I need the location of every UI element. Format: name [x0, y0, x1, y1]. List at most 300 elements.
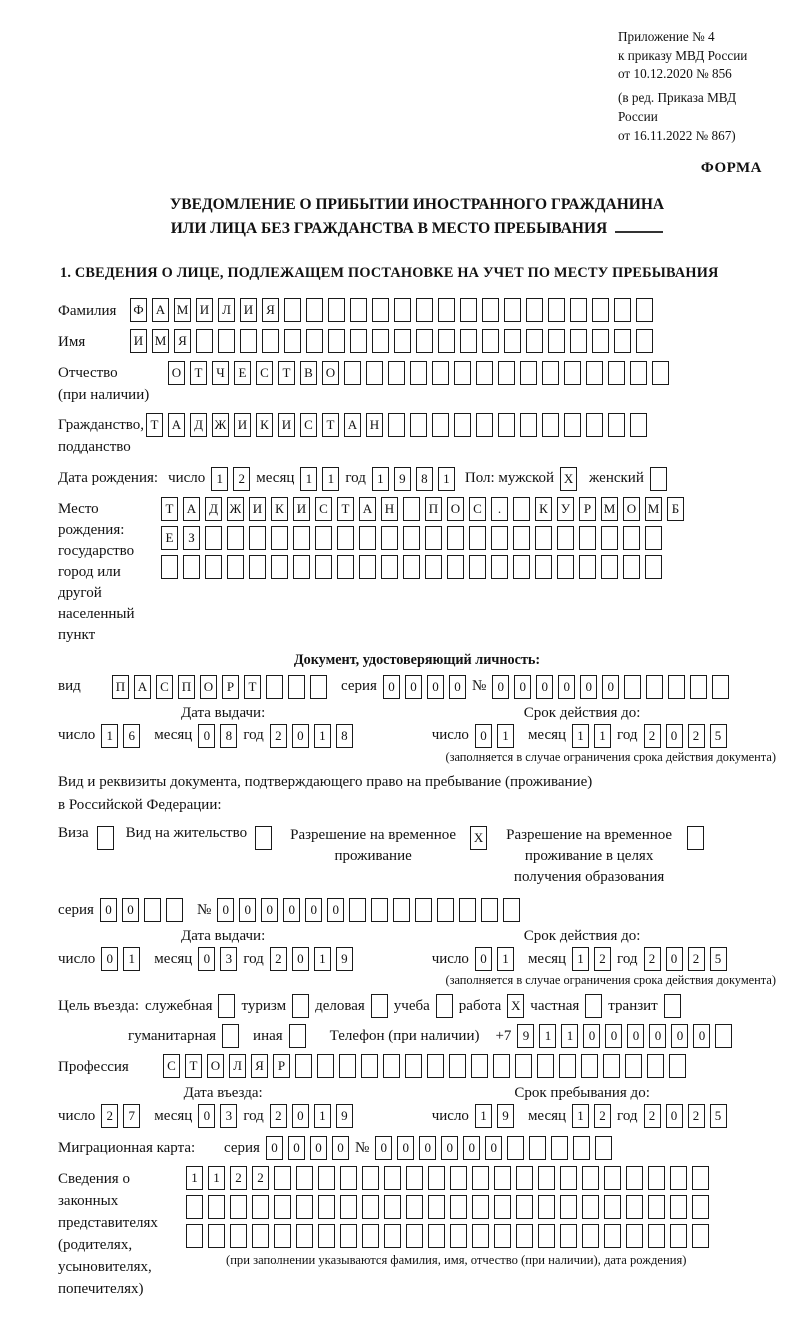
char-box[interactable] [447, 555, 464, 579]
char-box[interactable] [425, 526, 442, 550]
char-box[interactable] [625, 1054, 642, 1078]
char-box[interactable] [449, 1054, 466, 1078]
char-box[interactable] [393, 898, 410, 922]
char-box[interactable] [416, 298, 433, 322]
char-box[interactable] [646, 675, 663, 699]
checkbox-inaya[interactable] [289, 1024, 306, 1048]
char-box[interactable] [636, 298, 653, 322]
char-box[interactable] [582, 1166, 599, 1190]
char-box[interactable] [428, 1224, 445, 1248]
char-box[interactable] [614, 298, 631, 322]
char-box[interactable]: 0 [693, 1024, 710, 1048]
char-box[interactable] [570, 329, 587, 353]
char-box[interactable]: 0 [605, 1024, 622, 1048]
char-box[interactable]: 0 [261, 898, 278, 922]
char-box[interactable] [337, 526, 354, 550]
char-box[interactable]: 1 [539, 1024, 556, 1048]
char-box[interactable] [460, 298, 477, 322]
char-box[interactable] [350, 329, 367, 353]
char-box[interactable] [394, 329, 411, 353]
char-box[interactable] [271, 555, 288, 579]
char-box[interactable] [293, 526, 310, 550]
char-box[interactable] [513, 497, 530, 521]
char-box[interactable]: У [557, 497, 574, 521]
char-box[interactable] [551, 1136, 568, 1160]
char-box[interactable] [579, 526, 596, 550]
char-box[interactable] [454, 361, 471, 385]
char-box[interactable] [362, 1224, 379, 1248]
checkbox-sluzhebnaya[interactable] [218, 994, 235, 1018]
char-box[interactable]: Ж [212, 413, 229, 437]
char-box[interactable] [692, 1166, 709, 1190]
char-box[interactable] [416, 329, 433, 353]
char-box[interactable] [469, 526, 486, 550]
char-box[interactable] [230, 1195, 247, 1219]
char-box[interactable] [361, 1054, 378, 1078]
char-box[interactable]: 5 [710, 947, 727, 971]
char-box[interactable] [249, 526, 266, 550]
char-box[interactable] [274, 1166, 291, 1190]
char-box[interactable]: Р [579, 497, 596, 521]
char-box[interactable] [288, 675, 305, 699]
char-box[interactable] [503, 898, 520, 922]
char-box[interactable] [515, 1054, 532, 1078]
char-box[interactable]: 0 [375, 1136, 392, 1160]
char-box[interactable] [513, 526, 530, 550]
char-box[interactable]: А [359, 497, 376, 521]
char-box[interactable]: О [168, 361, 185, 385]
char-box[interactable] [306, 329, 323, 353]
char-box[interactable] [603, 1054, 620, 1078]
char-box[interactable]: 1 [123, 947, 140, 971]
char-box[interactable] [494, 1224, 511, 1248]
char-box[interactable]: Т [190, 361, 207, 385]
char-box[interactable]: М [174, 298, 191, 322]
char-box[interactable]: И [234, 413, 251, 437]
char-box[interactable] [520, 413, 537, 437]
char-box[interactable]: 2 [644, 724, 661, 748]
char-box[interactable] [472, 1224, 489, 1248]
char-box[interactable]: 7 [123, 1104, 140, 1128]
char-box[interactable] [384, 1224, 401, 1248]
char-box[interactable] [498, 361, 515, 385]
char-box[interactable]: С [315, 497, 332, 521]
char-box[interactable] [692, 1195, 709, 1219]
char-box[interactable]: 9 [394, 467, 411, 491]
char-box[interactable]: 1 [186, 1166, 203, 1190]
char-box[interactable] [359, 526, 376, 550]
char-box[interactable]: 2 [688, 724, 705, 748]
char-box[interactable]: А [168, 413, 185, 437]
char-box[interactable]: 2 [230, 1166, 247, 1190]
char-box[interactable]: 2 [644, 947, 661, 971]
char-box[interactable]: Ж [227, 497, 244, 521]
char-box[interactable]: Т [322, 413, 339, 437]
char-box[interactable]: 1 [101, 724, 118, 748]
char-box[interactable] [284, 329, 301, 353]
char-box[interactable] [592, 298, 609, 322]
char-box[interactable]: О [623, 497, 640, 521]
char-box[interactable]: Я [251, 1054, 268, 1078]
char-box[interactable] [362, 1166, 379, 1190]
char-box[interactable]: Б [667, 497, 684, 521]
char-box[interactable]: 1 [497, 947, 514, 971]
char-box[interactable] [560, 1224, 577, 1248]
char-box[interactable] [626, 1224, 643, 1248]
char-box[interactable]: 0 [266, 1136, 283, 1160]
char-box[interactable] [450, 1224, 467, 1248]
char-box[interactable] [712, 675, 729, 699]
char-box[interactable] [317, 1054, 334, 1078]
char-box[interactable]: З [183, 526, 200, 550]
char-box[interactable] [328, 329, 345, 353]
char-box[interactable] [585, 994, 602, 1018]
char-box[interactable] [471, 1054, 488, 1078]
checkbox-ucheba[interactable] [436, 994, 453, 1018]
char-box[interactable] [687, 826, 704, 850]
char-box[interactable] [372, 298, 389, 322]
char-box[interactable]: Р [222, 675, 239, 699]
char-box[interactable] [415, 898, 432, 922]
char-box[interactable] [218, 329, 235, 353]
char-box[interactable] [604, 1195, 621, 1219]
char-box[interactable]: 9 [517, 1024, 534, 1048]
char-box[interactable] [648, 1224, 665, 1248]
char-box[interactable] [623, 526, 640, 550]
char-box[interactable] [289, 1024, 306, 1048]
char-box[interactable] [608, 413, 625, 437]
checkbox-visa[interactable] [97, 826, 114, 850]
char-box[interactable] [476, 413, 493, 437]
char-box[interactable] [186, 1195, 203, 1219]
char-box[interactable]: 0 [602, 675, 619, 699]
char-box[interactable] [513, 555, 530, 579]
char-box[interactable]: 0 [463, 1136, 480, 1160]
char-box[interactable] [645, 555, 662, 579]
char-box[interactable] [601, 555, 618, 579]
char-box[interactable] [274, 1224, 291, 1248]
char-box[interactable]: Т [278, 361, 295, 385]
char-box[interactable] [359, 555, 376, 579]
char-box[interactable]: Д [190, 413, 207, 437]
char-box[interactable] [520, 361, 537, 385]
char-box[interactable]: Т [185, 1054, 202, 1078]
checkbox-residence-permit[interactable] [255, 826, 272, 850]
char-box[interactable] [476, 361, 493, 385]
checkbox-gender-female[interactable] [650, 467, 667, 491]
char-box[interactable]: 0 [427, 675, 444, 699]
char-box[interactable] [340, 1166, 357, 1190]
char-box[interactable] [624, 675, 641, 699]
char-box[interactable]: О [200, 675, 217, 699]
char-box[interactable]: 2 [270, 724, 287, 748]
char-box[interactable]: Л [229, 1054, 246, 1078]
char-box[interactable] [410, 361, 427, 385]
char-box[interactable]: 2 [594, 947, 611, 971]
char-box[interactable]: 1 [211, 467, 228, 491]
char-box[interactable]: 1 [314, 724, 331, 748]
char-box[interactable] [438, 329, 455, 353]
char-box[interactable]: 0 [514, 675, 531, 699]
char-box[interactable] [652, 361, 669, 385]
char-box[interactable] [318, 1195, 335, 1219]
char-box[interactable]: О [322, 361, 339, 385]
char-box[interactable] [459, 898, 476, 922]
char-box[interactable]: 0 [292, 1104, 309, 1128]
char-box[interactable] [692, 1224, 709, 1248]
char-box[interactable] [482, 329, 499, 353]
char-box[interactable]: 0 [122, 898, 139, 922]
char-box[interactable] [340, 1195, 357, 1219]
char-box[interactable]: X [507, 994, 524, 1018]
char-box[interactable] [186, 1224, 203, 1248]
char-box[interactable]: К [256, 413, 273, 437]
char-box[interactable] [542, 361, 559, 385]
char-box[interactable]: Е [161, 526, 178, 550]
char-box[interactable]: 0 [217, 898, 234, 922]
char-box[interactable] [715, 1024, 732, 1048]
char-box[interactable]: 0 [198, 1104, 215, 1128]
char-box[interactable] [432, 413, 449, 437]
char-box[interactable]: 0 [666, 724, 683, 748]
char-box[interactable] [350, 298, 367, 322]
char-box[interactable] [626, 1195, 643, 1219]
char-box[interactable]: Н [381, 497, 398, 521]
char-box[interactable]: 0 [288, 1136, 305, 1160]
char-box[interactable] [636, 329, 653, 353]
char-box[interactable] [403, 555, 420, 579]
char-box[interactable]: 1 [475, 1104, 492, 1128]
char-box[interactable] [645, 526, 662, 550]
char-box[interactable] [491, 555, 508, 579]
char-box[interactable]: 0 [449, 675, 466, 699]
char-box[interactable] [255, 826, 272, 850]
char-box[interactable] [388, 361, 405, 385]
char-box[interactable] [296, 1195, 313, 1219]
char-box[interactable] [205, 555, 222, 579]
char-box[interactable] [405, 1054, 422, 1078]
char-box[interactable] [97, 826, 114, 850]
char-box[interactable]: 0 [397, 1136, 414, 1160]
char-box[interactable] [454, 413, 471, 437]
char-box[interactable]: 0 [198, 947, 215, 971]
char-box[interactable]: 1 [300, 467, 317, 491]
char-box[interactable]: 0 [198, 724, 215, 748]
char-box[interactable] [516, 1195, 533, 1219]
char-box[interactable] [196, 329, 213, 353]
char-box[interactable]: 1 [572, 724, 589, 748]
char-box[interactable] [648, 1195, 665, 1219]
checkbox-edu-permit[interactable] [687, 826, 704, 850]
char-box[interactable]: И [240, 298, 257, 322]
char-box[interactable] [436, 994, 453, 1018]
char-box[interactable]: 2 [233, 467, 250, 491]
char-box[interactable] [582, 1195, 599, 1219]
checkbox-rabota[interactable] [507, 994, 524, 1018]
char-box[interactable]: 8 [220, 724, 237, 748]
char-box[interactable] [249, 555, 266, 579]
checkbox-tranzit[interactable] [664, 994, 681, 1018]
char-box[interactable] [623, 555, 640, 579]
char-box[interactable]: П [425, 497, 442, 521]
char-box[interactable]: 9 [336, 1104, 353, 1128]
char-box[interactable]: 6 [123, 724, 140, 748]
char-box[interactable] [630, 413, 647, 437]
char-box[interactable] [328, 298, 345, 322]
char-box[interactable]: 0 [558, 675, 575, 699]
char-box[interactable] [498, 413, 515, 437]
char-box[interactable] [318, 1166, 335, 1190]
char-box[interactable] [372, 329, 389, 353]
char-box[interactable] [295, 1054, 312, 1078]
char-box[interactable] [559, 1054, 576, 1078]
char-box[interactable] [222, 1024, 239, 1048]
checkbox-chastnaya[interactable] [585, 994, 602, 1018]
char-box[interactable] [293, 555, 310, 579]
char-box[interactable] [450, 1195, 467, 1219]
char-box[interactable] [542, 413, 559, 437]
char-box[interactable]: 3 [220, 1104, 237, 1128]
char-box[interactable] [262, 329, 279, 353]
char-box[interactable]: 5 [710, 724, 727, 748]
char-box[interactable] [406, 1224, 423, 1248]
char-box[interactable]: 0 [310, 1136, 327, 1160]
char-box[interactable]: И [196, 298, 213, 322]
char-box[interactable] [482, 298, 499, 322]
char-box[interactable] [481, 898, 498, 922]
char-box[interactable] [183, 555, 200, 579]
char-box[interactable] [208, 1195, 225, 1219]
char-box[interactable]: 1 [561, 1024, 578, 1048]
char-box[interactable]: П [112, 675, 129, 699]
char-box[interactable] [648, 1166, 665, 1190]
char-box[interactable]: 0 [239, 898, 256, 922]
char-box[interactable]: 0 [671, 1024, 688, 1048]
char-box[interactable]: О [447, 497, 464, 521]
char-box[interactable]: 1 [322, 467, 339, 491]
char-box[interactable]: А [134, 675, 151, 699]
char-box[interactable] [428, 1166, 445, 1190]
char-box[interactable]: 3 [220, 947, 237, 971]
char-box[interactable] [669, 1054, 686, 1078]
char-box[interactable] [538, 1224, 555, 1248]
char-box[interactable]: 0 [327, 898, 344, 922]
char-box[interactable] [292, 994, 309, 1018]
char-box[interactable] [344, 361, 361, 385]
char-box[interactable] [581, 1054, 598, 1078]
char-box[interactable] [205, 526, 222, 550]
char-box[interactable] [626, 1166, 643, 1190]
char-box[interactable]: X [560, 467, 577, 491]
char-box[interactable]: 9 [497, 1104, 514, 1128]
char-box[interactable]: 9 [336, 947, 353, 971]
char-box[interactable] [340, 1224, 357, 1248]
char-box[interactable] [230, 1224, 247, 1248]
char-box[interactable]: Т [146, 413, 163, 437]
char-box[interactable] [437, 898, 454, 922]
char-box[interactable] [252, 1224, 269, 1248]
char-box[interactable]: К [535, 497, 552, 521]
char-box[interactable] [526, 298, 543, 322]
char-box[interactable]: 1 [208, 1166, 225, 1190]
char-box[interactable]: 5 [710, 1104, 727, 1128]
char-box[interactable] [315, 526, 332, 550]
char-box[interactable] [504, 298, 521, 322]
char-box[interactable]: 0 [583, 1024, 600, 1048]
char-box[interactable] [560, 1195, 577, 1219]
char-box[interactable]: А [183, 497, 200, 521]
char-box[interactable]: Л [218, 298, 235, 322]
checkbox-delovaya[interactable] [371, 994, 388, 1018]
char-box[interactable] [410, 413, 427, 437]
char-box[interactable] [406, 1195, 423, 1219]
char-box[interactable] [494, 1166, 511, 1190]
char-box[interactable] [690, 675, 707, 699]
char-box[interactable] [538, 1195, 555, 1219]
char-box[interactable] [586, 413, 603, 437]
char-box[interactable]: М [601, 497, 618, 521]
checkbox-turizm[interactable] [292, 994, 309, 1018]
char-box[interactable] [240, 329, 257, 353]
char-box[interactable]: 0 [305, 898, 322, 922]
char-box[interactable] [425, 555, 442, 579]
char-box[interactable] [670, 1195, 687, 1219]
char-box[interactable]: С [300, 413, 317, 437]
char-box[interactable] [339, 1054, 356, 1078]
char-box[interactable] [306, 298, 323, 322]
char-box[interactable] [296, 1224, 313, 1248]
char-box[interactable] [252, 1195, 269, 1219]
char-box[interactable] [507, 1136, 524, 1160]
char-box[interactable]: Т [161, 497, 178, 521]
char-box[interactable] [582, 1224, 599, 1248]
char-box[interactable]: А [152, 298, 169, 322]
char-box[interactable]: И [130, 329, 147, 353]
char-box[interactable] [337, 555, 354, 579]
char-box[interactable] [371, 994, 388, 1018]
char-box[interactable]: 8 [416, 467, 433, 491]
char-box[interactable] [161, 555, 178, 579]
char-box[interactable]: 8 [336, 724, 353, 748]
char-box[interactable] [310, 675, 327, 699]
char-box[interactable]: Р [273, 1054, 290, 1078]
char-box[interactable] [538, 1166, 555, 1190]
char-box[interactable]: 0 [580, 675, 597, 699]
char-box[interactable] [227, 555, 244, 579]
char-box[interactable] [579, 555, 596, 579]
char-box[interactable] [526, 329, 543, 353]
char-box[interactable] [592, 329, 609, 353]
char-box[interactable] [668, 675, 685, 699]
char-box[interactable] [450, 1166, 467, 1190]
char-box[interactable] [548, 329, 565, 353]
char-box[interactable] [537, 1054, 554, 1078]
char-box[interactable] [318, 1224, 335, 1248]
char-box[interactable] [595, 1136, 612, 1160]
char-box[interactable] [427, 1054, 444, 1078]
char-box[interactable] [406, 1166, 423, 1190]
char-box[interactable] [493, 1054, 510, 1078]
char-box[interactable]: 0 [475, 947, 492, 971]
char-box[interactable]: 0 [649, 1024, 666, 1048]
char-box[interactable] [472, 1195, 489, 1219]
char-box[interactable] [548, 298, 565, 322]
char-box[interactable] [529, 1136, 546, 1160]
char-box[interactable]: В [300, 361, 317, 385]
char-box[interactable] [362, 1195, 379, 1219]
char-box[interactable] [166, 898, 183, 922]
char-box[interactable] [394, 298, 411, 322]
